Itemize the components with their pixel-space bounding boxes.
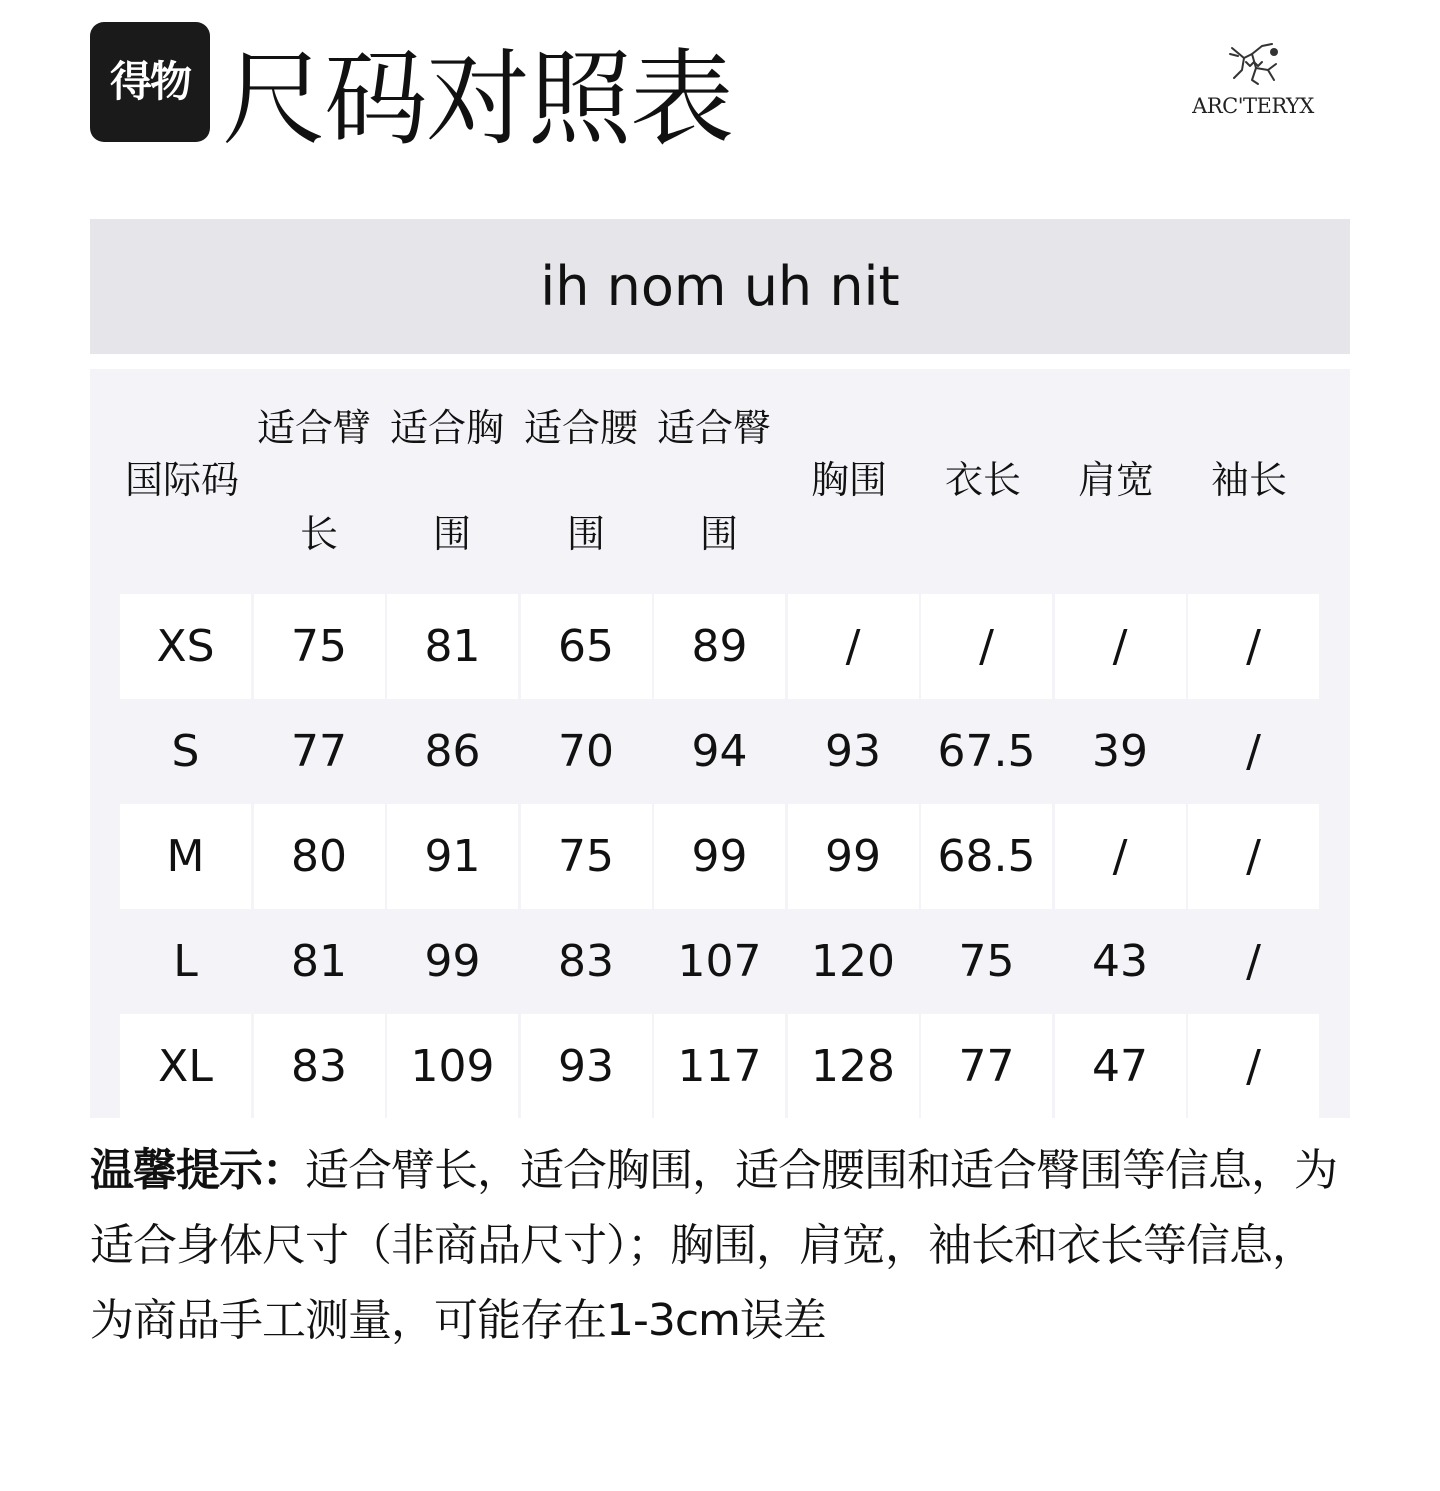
- size-label-cell: XS: [120, 594, 251, 699]
- table-cell: /: [921, 594, 1052, 699]
- table-cell: /: [1055, 594, 1186, 699]
- brand-wordmark: ARC'TERYX: [1192, 94, 1314, 118]
- table-cell: 68.5: [921, 804, 1052, 909]
- page-title: 尺码对照表: [222, 38, 733, 160]
- table-cell: 83: [558, 936, 614, 987]
- table-cell: /: [1188, 1014, 1319, 1119]
- table-cell: 81: [387, 594, 518, 699]
- table-cell: 94: [691, 726, 748, 777]
- size-label-cell: L: [173, 936, 198, 987]
- table-cell: 75: [521, 804, 652, 909]
- tips-text: 适合臂长，适合胸围，适合腰围和适合臀围等信息，为适合身体尺寸（非商品尺寸）；胸围，肩宽，袖长和衣长等信息，为商品手工测量，可能存在1-3cm误差: [90, 1145, 1337, 1346]
- table-cell: 43: [1092, 936, 1148, 987]
- header-chest-fit-bottom: 围: [433, 512, 472, 556]
- table-cell: 86: [424, 726, 481, 777]
- table-cell: 75: [958, 936, 1015, 987]
- header-waist-bottom: 围: [567, 512, 606, 556]
- size-label-cell: M: [120, 804, 251, 909]
- header-hip-bottom: 围: [700, 512, 739, 556]
- table-cell: 47: [1055, 1014, 1186, 1119]
- table-cell: /: [1246, 726, 1261, 777]
- table-cell: 77: [921, 1014, 1052, 1119]
- tips-label: 温馨提示：: [90, 1145, 305, 1196]
- table-cell: 89: [654, 594, 785, 699]
- tips-note: [90, 1133, 1352, 1358]
- header-arm-bottom: 长: [300, 512, 339, 556]
- table-cell: 39: [1092, 726, 1148, 777]
- table-cell: 83: [254, 1014, 385, 1119]
- header-waist-top: 适合腰: [524, 406, 639, 450]
- table-cell: 99: [654, 804, 785, 909]
- table-cell: 93: [825, 726, 881, 777]
- table-cell: /: [1188, 594, 1319, 699]
- app-logo-text: 得物: [109, 57, 190, 106]
- table-cell: /: [1055, 804, 1186, 909]
- table-cell: 109: [387, 1014, 518, 1119]
- table-cell: /: [1188, 804, 1319, 909]
- product-title-bar: [90, 219, 1350, 354]
- table-cell: 65: [521, 594, 652, 699]
- header-arm-top: 适合臂: [257, 406, 372, 450]
- size-label-cell: XL: [120, 1014, 251, 1119]
- table-cell: 120: [811, 936, 895, 987]
- header-chest-fit-top: 适合胸: [390, 406, 505, 450]
- header-hip-top: 适合臀: [657, 406, 772, 450]
- table-cell: 75: [254, 594, 385, 699]
- table-cell: 128: [788, 1014, 919, 1119]
- header-sleeve: 袖长: [1211, 458, 1288, 502]
- table-cell: 93: [521, 1014, 652, 1119]
- size-table: [90, 369, 1350, 1118]
- table-cell: /: [788, 594, 919, 699]
- table-cell: 99: [788, 804, 919, 909]
- table-cell: 70: [558, 726, 614, 777]
- size-label-cell: S: [171, 726, 200, 777]
- table-cell: 77: [291, 726, 347, 777]
- table-cell: 117: [654, 1014, 785, 1119]
- app-logo: [90, 22, 210, 142]
- product-name: ih nom uh nit: [540, 255, 900, 318]
- header-chest: 胸围: [811, 458, 888, 502]
- table-cell: 91: [387, 804, 518, 909]
- header-shoulder: 肩宽: [1078, 458, 1155, 502]
- table-cell: 99: [424, 936, 481, 987]
- table-cell: 81: [291, 936, 347, 987]
- table-cell: 67.5: [937, 726, 1036, 777]
- archaeopteryx-icon: [1222, 40, 1284, 88]
- table-cell: 80: [254, 804, 385, 909]
- header-size: 国际码: [125, 458, 240, 502]
- brand-logo: [1188, 40, 1318, 130]
- header-length: 衣长: [945, 458, 1022, 502]
- table-cell: /: [1246, 936, 1261, 987]
- table-cell: 107: [677, 936, 762, 987]
